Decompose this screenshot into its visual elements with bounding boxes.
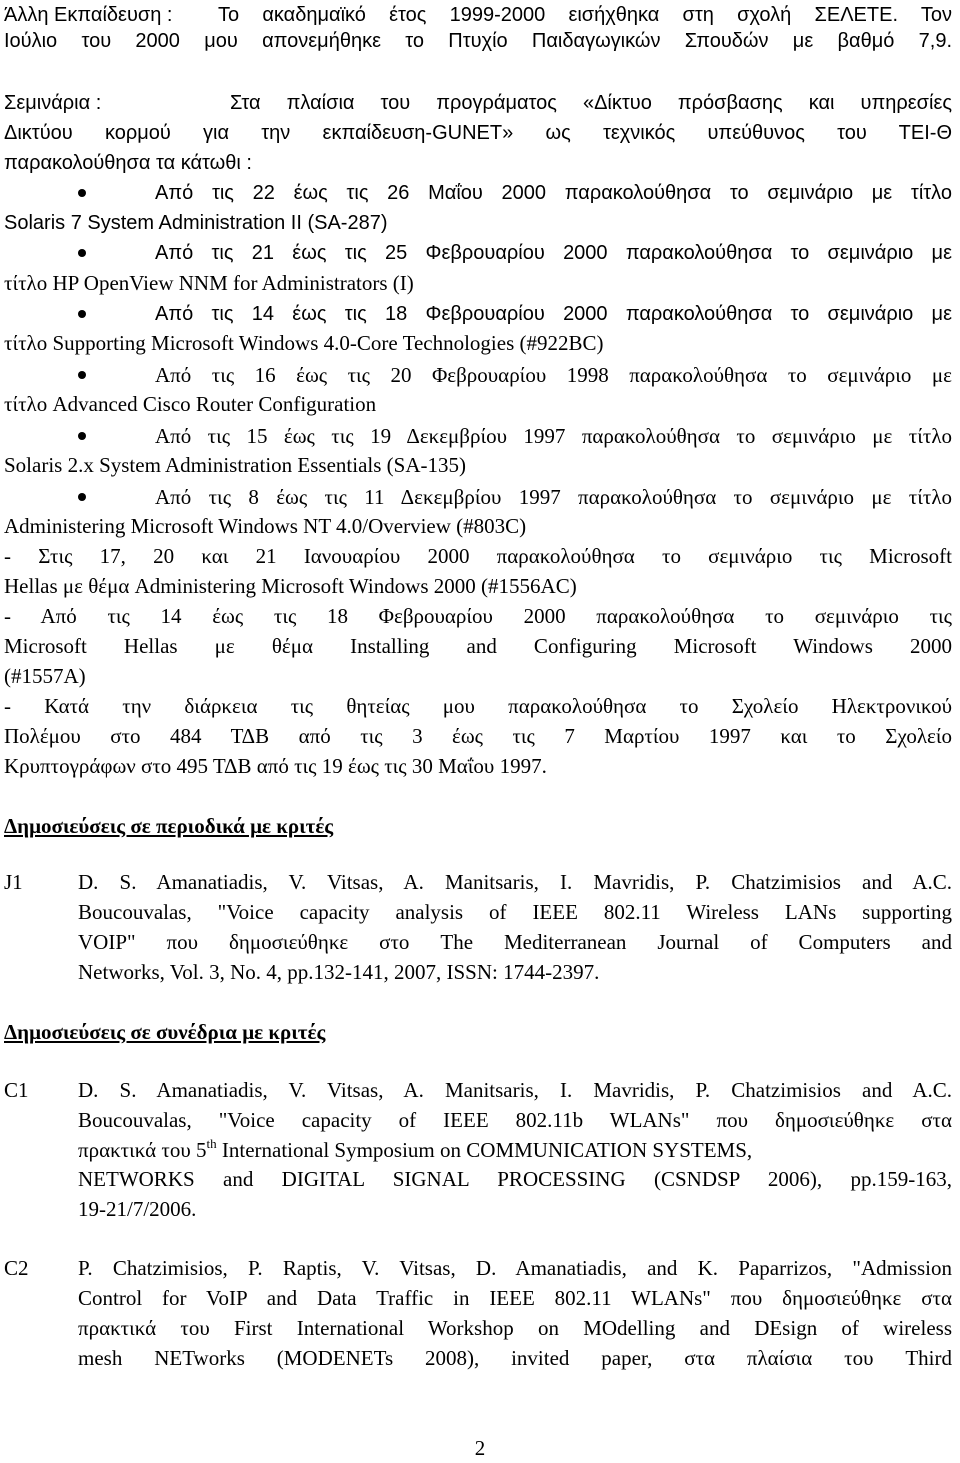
pub-line: VOIP" που δημοσιεύθηκε στο The Mediterranean Journal of Computers and: [78, 930, 952, 954]
seminar-item-line: τίτλο Advanced Cisco Router Configuration: [4, 392, 377, 416]
bullet-icon: [78, 432, 86, 440]
seminars-label: Σεμινάρια :: [4, 92, 102, 114]
seminar-item-line: Από τις 14 έως τις 18 Φεβρουαρίου 2000 παρακολούθησα το σεμινάριο με: [155, 303, 952, 325]
page-number: 2: [474, 1436, 486, 1460]
seminar-dash-line: - Στις 17, 20 και 21 Ιανουαρίου 2000 παρακολούθησα το σεμινάριο τις Microsoft: [4, 544, 952, 568]
bullet-icon: [78, 249, 86, 257]
pub-line: mesh NETworks (MODENETs 2008), invited paper, στα πλαίσια του Third: [78, 1346, 952, 1370]
seminar-item-line: Από τις 16 έως τις 20 Φεβρουαρίου 1998 παρακολούθησα το σεμινάριο με: [155, 363, 952, 387]
pub-line: [78, 1135, 952, 1165]
pub-line: Boucouvalas, "Voice capacity analysis of IEEE 802.11 Wireless LANs supporting: [78, 900, 952, 924]
seminar-item-line: Solaris 7 System Administration II (SA-287): [4, 212, 388, 234]
pub-line-part: πρακτικά του 5: [78, 1138, 207, 1162]
pub-line-part: International Symposium on COMMUNICATION SYSTEMS,: [216, 1138, 753, 1162]
seminar-item-line: Από τις 22 έως τις 26 Μαΐου 2000 παρακολούθησα το σεμινάριο με τίτλο: [155, 182, 952, 204]
seminars-intro-line: παρακολούθησα τα κάτωθι :: [4, 152, 252, 174]
pub-label: C2: [4, 1256, 29, 1280]
other-education-line: Το ακαδημαϊκό έτος 1999-2000 εισήχθηκα στη σχολή ΣΕΛΕΤΕ. Τον: [218, 4, 952, 26]
journals-heading: Δημοσιεύσεις σε περιοδικά με κριτές: [4, 814, 334, 838]
other-education-label: Άλλη Εκπαίδευση :: [4, 4, 173, 26]
seminar-dash-line: Microsoft Hellas με θέμα Installing and Configuring Microsoft Windows 2000: [4, 634, 952, 658]
pub-line: 19-21/7/2006.: [78, 1197, 197, 1221]
bullet-icon: [78, 371, 86, 379]
bullet-icon: [78, 493, 86, 501]
seminar-item-line: τίτλο Supporting Microsoft Windows 4.0-Core Technologies (#922BC): [4, 331, 604, 355]
seminar-item-line: Από τις 8 έως τις 11 Δεκεμβρίου 1997 παρακολούθησα το σεμινάριο με τίτλο: [155, 485, 952, 509]
pub-line: Control for VoIP and Data Traffic in IEEE 802.11 WLANs" που δημοσιεύθηκε στα: [78, 1286, 952, 1310]
seminars-intro-line: Στα πλαίσια του προγράματος «Δίκτυο πρόσβασης και υπηρεσίες: [230, 92, 952, 114]
pub-line: NETWORKS and DIGITAL SIGNAL PROCESSING (CSNDSP 2006), pp.159-163,: [78, 1167, 952, 1191]
seminar-item-line: Solaris 2.x System Administration Essentials (SA-135): [4, 453, 466, 477]
seminar-dash-line: Πολέμου στο 484 ΤΔΒ από τις 3 έως τις 7 Μαρτίου 1997 και το Σχολείο: [4, 724, 952, 748]
conferences-heading: Δημοσιεύσεις σε συνέδρια με κριτές: [4, 1020, 326, 1044]
pub-line: πρακτικά του First International Workshop on MOdelling and DEsign of wireless: [78, 1316, 952, 1340]
seminar-dash-line: Κρυπτογράφων στο 495 ΤΔΒ από τις 19 έως τις 30 Μαΐου 1997.: [4, 754, 547, 778]
other-education-line: Ιούλιο του 2000 μου απονεμήθηκε το Πτυχίο Παιδαγωγικών Σπουδών με βαθμό 7,9.: [4, 30, 952, 52]
seminar-item-line: Από τις 21 έως τις 25 Φεβρουαρίου 2000 παρακολούθησα το σεμινάριο με: [155, 242, 952, 264]
pub-line: D. S. Amanatiadis, V. Vitsas, A. Manitsaris, I. Mavridis, P. Chatzimisios and A.C.: [78, 1078, 952, 1102]
seminar-dash-line: - Κατά την διάρκεια τις θητείας μου παρακολούθησα το Σχολείο Ηλεκτρονικού: [4, 694, 952, 718]
seminar-item-line: Administering Microsoft Windows NT 4.0/Overview (#803C): [4, 514, 527, 538]
pub-label: J1: [4, 870, 23, 894]
seminar-dash-line: - Από τις 14 έως τις 18 Φεβρουαρίου 2000 παρακολούθησα το σεμινάριο τις: [4, 604, 952, 628]
seminar-dash-line: (#1557A): [4, 664, 86, 688]
ordinal-suffix: th: [206, 1136, 217, 1151]
bullet-icon: [78, 189, 86, 197]
seminar-item-line: τίτλο HP OpenView NNM for Administrators (I): [4, 271, 414, 295]
pub-line: P. Chatzimisios, P. Raptis, V. Vitsas, D. Amanatiadis, and K. Paparrizos, "Admission: [78, 1256, 952, 1280]
seminar-dash-line: Hellas με θέμα Administering Microsoft Windows 2000 (#1556AC): [4, 574, 577, 598]
pub-label: C1: [4, 1078, 29, 1102]
pub-line: Networks, Vol. 3, No. 4, pp.132-141, 2007, ISSN: 1744-2397.: [78, 960, 600, 984]
pub-line: D. S. Amanatiadis, V. Vitsas, A. Manitsaris, I. Mavridis, P. Chatzimisios and A.C.: [78, 870, 952, 894]
seminar-item-line: Από τις 15 έως τις 19 Δεκεμβρίου 1997 παρακολούθησα το σεμινάριο με τίτλο: [155, 424, 952, 448]
bullet-icon: [78, 310, 86, 318]
pub-line: Boucouvalas, "Voice capacity of IEEE 802.11b WLANs" που δημοσιεύθηκε στα: [78, 1108, 952, 1132]
seminars-intro-line: Δικτύου κορμού για την εκπαίδευση-GUNET» ως τεχνικός υπεύθυνος του ΤΕΙ-Θ: [4, 122, 952, 144]
